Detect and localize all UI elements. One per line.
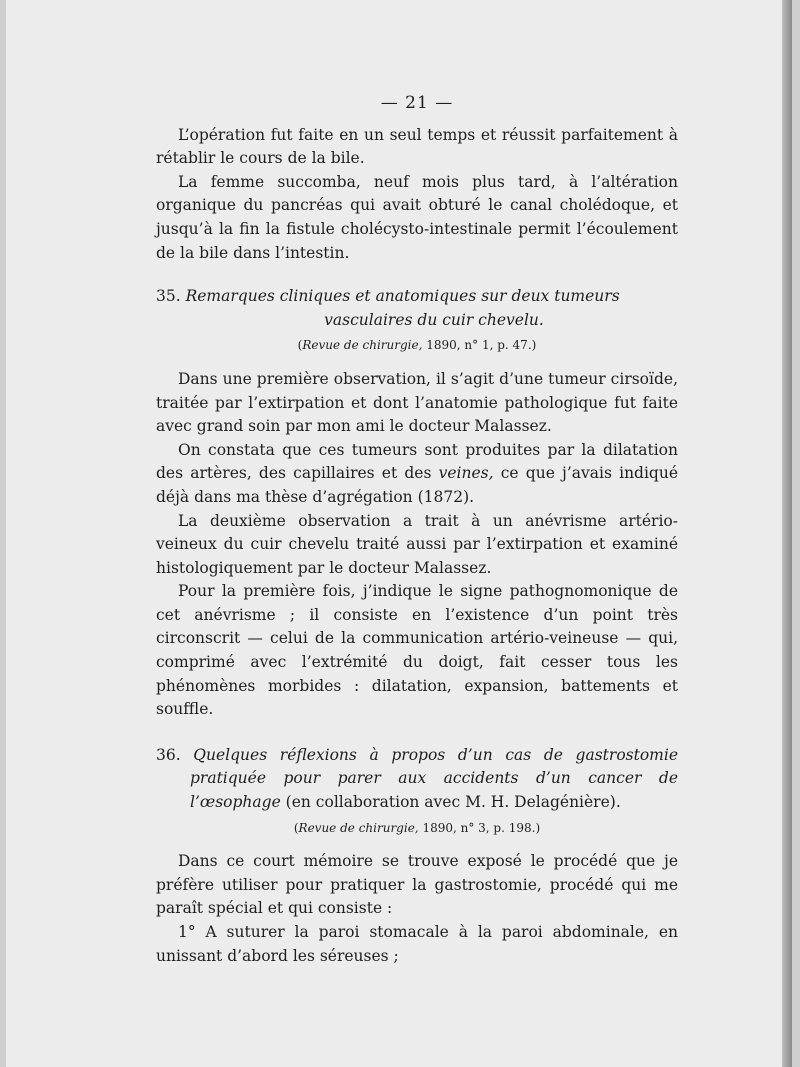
entry-35-reference xyxy=(156,334,678,358)
entry-35-paragraph-4: Pour la première fois, j’indique le signe pathognomonique de cet anévrisme ; il consiste en l’existence d’un point très circonscrit — celui de la communication artério-veineuse — qui, comprimé avec l’extrémité du doigt, fait cesser tous les phénomènes morbides : dilatation, expansion, battements et souffle. xyxy=(156,582,678,719)
entry-36-ref-details: 1890, n° 3, p. 198. xyxy=(422,820,536,835)
entry-35-paragraph-1: Dans une première observation, il s’agit d’une tumeur cirsoïde, traitée par l’extirpation et dont l’anatomie pathologique fut faite avec grand soin par mon ami le docteur Malassez. xyxy=(156,369,678,436)
entry-35-number: 35. xyxy=(156,287,181,306)
entry-35-journal: Revue de chirurgie, xyxy=(302,338,423,353)
entry-36-paragraph-1: Dans ce court mémoire se trouve exposé le procédé que je préfère utiliser pour pratiquer la gastrostomie, procédé qui me paraît spécial et qui consiste : xyxy=(156,852,678,918)
page-edge-shadow xyxy=(782,0,792,1067)
paragraph-operation: L’opération fut faite en un seul temps et réussit parfaitement à rétablir le cours de la bile. xyxy=(156,125,678,168)
entry-36-number: 36. xyxy=(156,745,181,764)
entry-35-title-line2: vasculaires du cuir chevelu. xyxy=(324,310,544,329)
p2-text-before: On constata que ces tumeurs sont produites par la dilatation des artères, des capillaires et des xyxy=(156,440,678,483)
entry-36-reference xyxy=(156,817,678,841)
entry-36-collaboration: (en collaboration avec M. H. Delagénière). xyxy=(280,793,621,812)
ref-open-paren: ( xyxy=(297,338,303,353)
entry-35-heading xyxy=(156,285,678,332)
p2-text-after: ce que j’avais indiqué déjà dans ma thèse d’agrégation (1872). xyxy=(156,464,679,506)
paragraph-outcome: La femme succomba, neuf mois plus tard, à l’altération organique du pancréas qui avait obturé le canal cholédoque, et jusqu’à la fin la fistule cholécysto-intestinale permit l’écoulement de la bile dans l’intestin. xyxy=(156,172,678,262)
entry-36-journal: Revue de chirurgie, xyxy=(298,820,419,835)
entry-35-paragraph-3: La deuxième observation a trait à un anévrisme artério-veineux du cuir chevelu traité aussi par l’extirpation et examiné histologiquement par le docteur Malassez. xyxy=(156,511,678,577)
scanned-page xyxy=(6,0,792,1067)
entry-35-ref-details: 1890, n° 1, p. 47. xyxy=(426,338,532,353)
page-number: — 21 — xyxy=(380,93,454,113)
page-content xyxy=(156,92,678,968)
entry-35-paragraph-2 xyxy=(156,439,678,510)
entry-36-paragraph-2: 1° A suturer la paroi stomacale à la paroi abdominale, en unissant d’abord les séreuses ; xyxy=(156,923,678,965)
ref-open-paren: ( xyxy=(293,820,299,835)
entry-35-title-line1: Remarques cliniques et anatomiques sur deux tumeurs xyxy=(185,287,620,306)
ref-close-paren: ) xyxy=(535,820,541,835)
entry-36-heading xyxy=(156,744,678,815)
entry-36-title: Quelques réflexions à propos d’un cas de gastrostomie pratiquée pour parer aux accidents d’un cancer de l’œsophage xyxy=(190,745,678,812)
p2-italic-word: veines, xyxy=(438,464,494,483)
ref-close-paren: ) xyxy=(531,338,537,353)
